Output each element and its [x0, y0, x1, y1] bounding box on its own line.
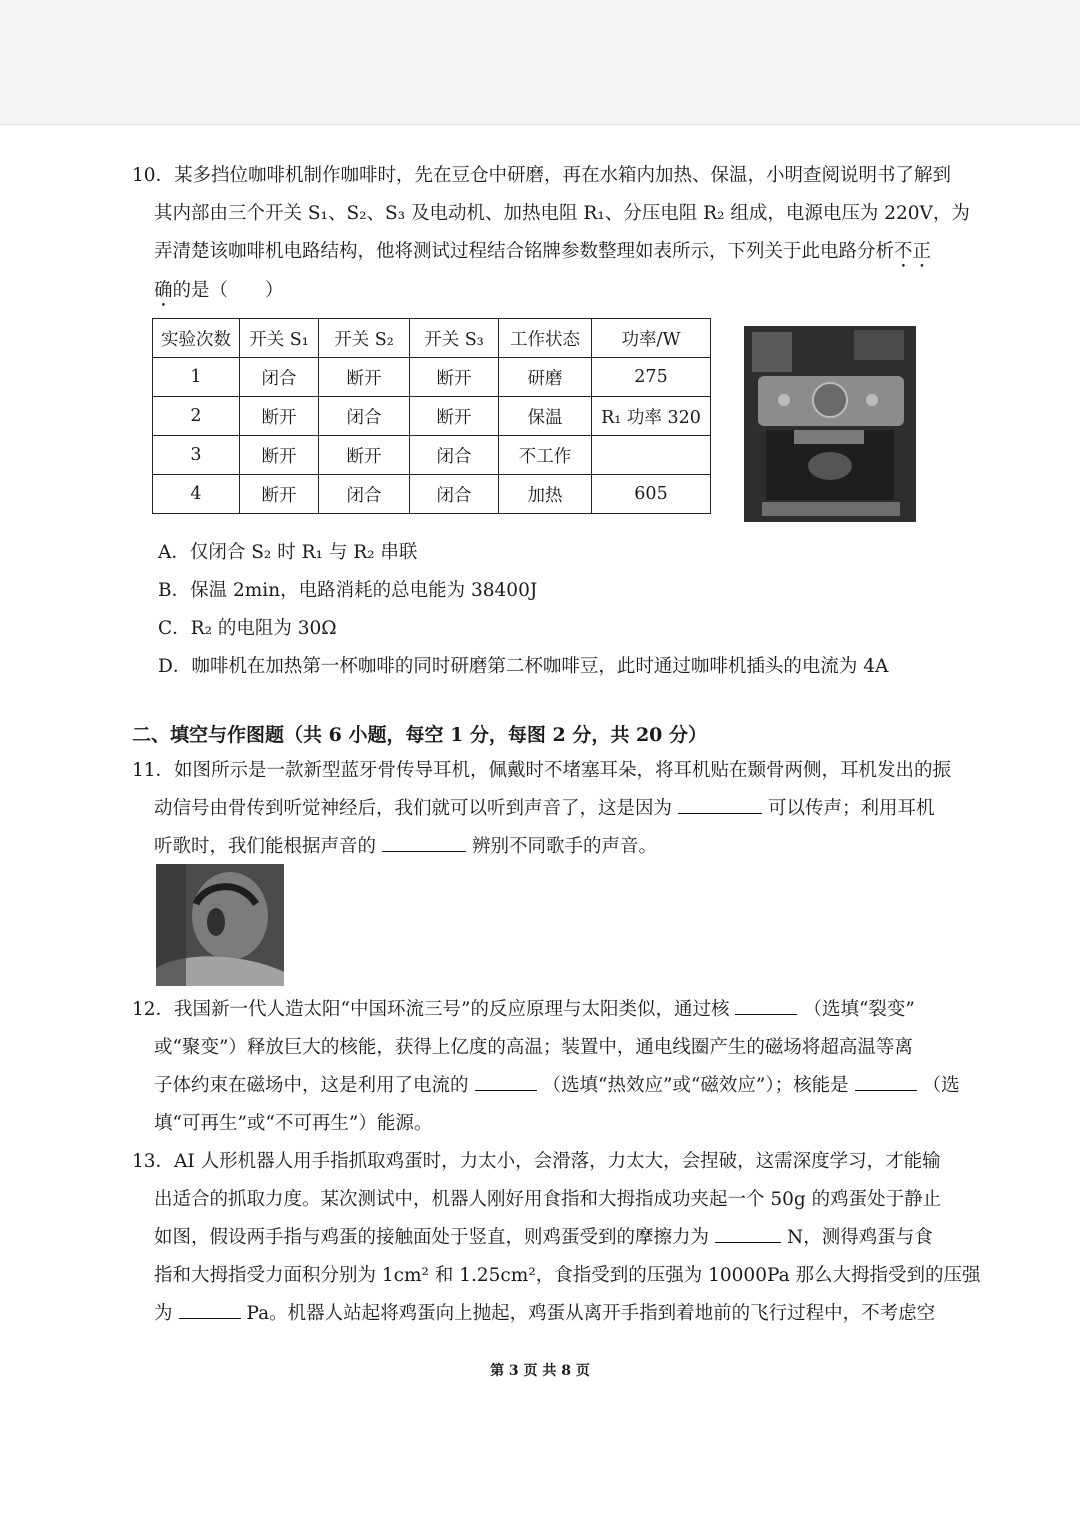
table-cell: 断开 — [410, 358, 499, 397]
q12-line-4: 填“可再生”或“不可再生”）能源。 — [154, 1113, 433, 1134]
bone-conduction-earphone-illustration — [156, 864, 284, 986]
question-10 — [132, 157, 970, 311]
table-cell: R₁ 功率 320 — [592, 397, 711, 436]
q13-line-4: 指和大拇指受力面积分别为 1cm² 和 1.25cm²，食指受到的压强为 10000Pa 那么大拇指受到的压强 — [154, 1265, 981, 1286]
table-cell: 加热 — [499, 475, 592, 514]
table-cell: 闭合 — [319, 475, 410, 514]
q10-line-2: 其内部由三个开关 S₁、S₂、S₃ 及电动机、加热电阻 R₁、分压电阻 R₂ 组成，电源电压为 220V，为 — [154, 203, 970, 224]
table-row — [153, 475, 711, 514]
coffee-machine-photo — [744, 326, 916, 522]
question-12 — [132, 991, 962, 1143]
earphone-photo — [156, 864, 284, 986]
answer-blank[interactable] — [475, 1070, 537, 1091]
q11-line-3-text: 听歌时，我们能根据声音的 — [154, 836, 377, 857]
option-a: A．仅闭合 S₂ 时 R₁ 与 R₂ 串联 — [158, 542, 418, 563]
table-cell: 断开 — [319, 436, 410, 475]
q13-line-2: 出适合的抓取力度。某次测试中，机器人刚好用食指和大拇指成功夹起一个 50g 的鸡蛋处于静止 — [154, 1189, 942, 1210]
q11-line-3-text-b: 辨别不同歌手的声音。 — [472, 836, 658, 857]
q13-line-3-text-b: N，测得鸡蛋与食 — [787, 1227, 933, 1248]
q10-line-3 — [132, 233, 962, 272]
answer-blank[interactable] — [382, 831, 466, 852]
q10-emphasis: 不正 — [894, 241, 932, 262]
table-cell: 研磨 — [499, 358, 592, 397]
option-d: D．咖啡机在加热第一杯咖啡的同时研磨第二杯咖啡豆，此时通过咖啡机插头的电流为 4A — [158, 656, 889, 677]
table-header-cell: 开关 S₃ — [410, 319, 499, 358]
table-header-cell: 功率/W — [592, 319, 711, 358]
q11-line-3 — [132, 828, 962, 866]
table-header-cell: 开关 S₂ — [319, 319, 410, 358]
table-row — [153, 436, 711, 475]
coffee-machine-illustration — [744, 326, 916, 522]
q10-emphasis-2: 确 — [154, 280, 173, 301]
q10-line-4-text: 的是（ ） — [172, 280, 284, 301]
q12-line-3 — [132, 1067, 962, 1105]
experiment-table — [152, 318, 711, 514]
table-header-cell: 开关 S₁ — [240, 319, 319, 358]
answer-blank[interactable] — [179, 1298, 241, 1319]
table-cell: 闭合 — [319, 397, 410, 436]
q12-line-3-text: 子体约束在磁场中，这是利用了电流的 — [154, 1075, 469, 1096]
table-cell: 闭合 — [240, 358, 319, 397]
q13-line-1: 13．AI 人形机器人用手指抓取鸡蛋时，力太小，会滑落，力太大，会捏破，这需深度学习，才能输 — [132, 1151, 941, 1172]
table-cell: 断开 — [240, 436, 319, 475]
table-cell: 3 — [153, 436, 240, 475]
table-header-row — [153, 319, 711, 358]
q12-line-1-text-b: （选填“裂变” — [803, 999, 915, 1020]
table-cell: 不工作 — [499, 436, 592, 475]
q13-line-5 — [132, 1295, 962, 1333]
question-13 — [132, 1143, 981, 1333]
q11-line-1: 11．如图所示是一款新型蓝牙骨传导耳机，佩戴时不堵塞耳朵，将耳机贴在颞骨两侧，耳机发出的振 — [132, 760, 952, 781]
q11-line-2 — [132, 790, 962, 828]
answer-blank[interactable] — [715, 1222, 781, 1243]
table-cell: 断开 — [410, 397, 499, 436]
table-header-cell: 工作状态 — [499, 319, 592, 358]
table-cell: 断开 — [319, 358, 410, 397]
q12-line-2: 或“聚变”）释放巨大的核能，获得上亿度的高温；装置中，通电线圈产生的磁场将超高温等离 — [154, 1037, 913, 1058]
table-row — [153, 397, 711, 436]
table-header-cell: 实验次数 — [153, 319, 240, 358]
table-cell: 605 — [592, 475, 711, 514]
page-top-margin — [0, 0, 1080, 125]
q10-line-1: 10．某多挡位咖啡机制作咖啡时，先在豆仓中研磨，再在水箱内加热、保温，小明查阅说明书了解到 — [132, 165, 952, 186]
table-cell — [592, 436, 711, 475]
q12-line-1-text: 12．我国新一代人造太阳“中国环流三号”的反应原理与太阳类似，通过核 — [132, 999, 730, 1020]
table-cell: 4 — [153, 475, 240, 514]
table-cell: 保温 — [499, 397, 592, 436]
q12-line-3-text-c: （选 — [922, 1075, 960, 1096]
q11-line-2-text: 动信号由骨传到听觉神经后，我们就可以听到声音了，这是因为 — [154, 798, 673, 819]
question-11 — [132, 752, 962, 866]
section-title: 二、填空与作图题（共 6 小题，每空 1 分，每图 2 分，共 20 分） — [132, 724, 708, 746]
answer-blank[interactable] — [855, 1070, 917, 1091]
q10-line-3-text: 弄清楚该咖啡机电路结构，他将测试过程结合铭牌参数整理如表所示，下列关于此电路分析 — [154, 241, 895, 262]
table-cell: 1 — [153, 358, 240, 397]
q12-line-1 — [132, 991, 962, 1029]
q13-line-5-text: 为 — [154, 1303, 173, 1324]
table-cell: 闭合 — [410, 436, 499, 475]
q12-line-3-text-b: （选填“热效应”或“磁效应”）；核能是 — [542, 1075, 849, 1096]
q13-line-5-text-b: Pa。机器人站起将鸡蛋向上抛起，鸡蛋从离开手指到着地前的飞行过程中，不考虑空 — [246, 1303, 936, 1324]
table-cell: 2 — [153, 397, 240, 436]
option-b: B．保温 2min，电路消耗的总电能为 38400J — [158, 580, 538, 601]
q10-options — [158, 534, 888, 686]
answer-blank[interactable] — [678, 793, 762, 814]
q13-line-3-text: 如图，假设两手指与鸡蛋的接触面处于竖直，则鸡蛋受到的摩擦力为 — [154, 1227, 710, 1248]
table-cell: 闭合 — [410, 475, 499, 514]
table-row — [153, 358, 711, 397]
table-cell: 275 — [592, 358, 711, 397]
q10-line-4 — [132, 272, 962, 311]
q13-line-3 — [132, 1219, 962, 1257]
q11-line-2-text-b: 可以传声；利用耳机 — [768, 798, 935, 819]
table-cell: 断开 — [240, 475, 319, 514]
table-cell: 断开 — [240, 397, 319, 436]
page-number: 第 3 页 共 8 页 — [490, 1363, 590, 1379]
answer-blank[interactable] — [735, 994, 797, 1015]
option-c: C．R₂ 的电阻为 30Ω — [158, 618, 337, 639]
